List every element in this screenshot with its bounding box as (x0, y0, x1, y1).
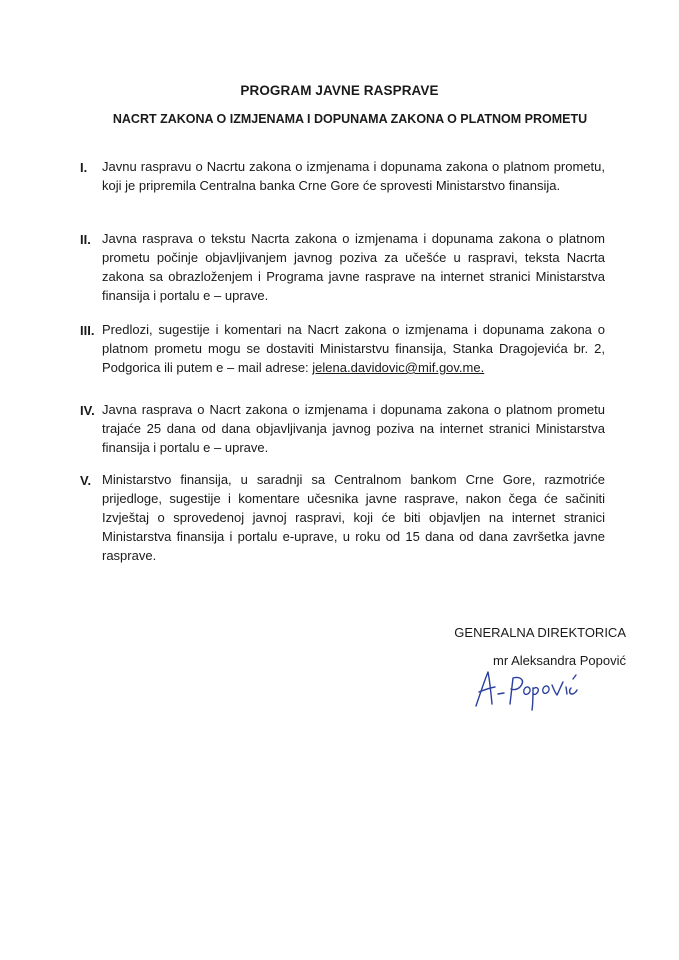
item-text: Javna rasprava o tekstu Nacrta zakona o izmjenama i dopunama zakona o platnom prometu počinje objavljivanjem javnog poziva za učešće u raspravi, teksta Nacrta zakona sa obrazloženjem i Programa javne rasprave na internet stranici Ministarstva finansija i portalu e – uprave. (102, 231, 605, 303)
handwritten-signature (470, 666, 580, 716)
signatory-role: GENERALNA DIREKTORICA (454, 625, 626, 640)
item-number: V. (80, 473, 92, 488)
program-item-2 (80, 229, 605, 305)
item-number: IV. (80, 403, 95, 418)
item-text: Javna rasprava o Nacrt zakona o izmjenama i dopunama zakona o platnom prometu trajaće 25 dana od dana objavljivanja javnog poziva na internet stranici Ministarstva finansija i portalu e – uprave. (102, 402, 605, 455)
document-subtitle: NACRT ZAKONA O IZMJENAMA I DOPUNAMA ZAKONA O PLATNOM PROMETU (112, 112, 588, 126)
program-item-4 (80, 400, 605, 457)
email-link[interactable]: jelena.davidovic@mif.gov.me. (312, 360, 485, 375)
item-number: III. (80, 323, 95, 338)
item-number: I. (80, 160, 88, 175)
item-number: II. (80, 232, 91, 247)
program-item-1 (80, 157, 605, 195)
program-item-5 (80, 470, 605, 565)
item-text: Ministarstvo finansija, u saradnji sa Centralnom bankom Crne Gore, razmotriće prijedloge, sugestije i komentare učesnika javne rasprave, nakon čega će sačiniti Izvještaj o sprovedenoj javnoj raspravi, koji će biti objavljen na internet stranici Ministarstva finansija i portalu e-uprave, u roku od 15 dana od dana završetka javne rasprave. (102, 472, 605, 563)
signature-icon (470, 666, 580, 711)
item-text: Javnu raspravu o Nacrtu zakona o izmjenama i dopunama zakona o platnom prometu, koji je pripremila Centralna banka Crne Gore će sprovesti Ministarstvo finansija. (102, 159, 605, 193)
program-item-3 (80, 320, 605, 377)
item-text: Predlozi, sugestije i komentari na Nacrt zakona o izmjenama i dopunama zakona o platnom prometu mogu se dostaviti Ministarstvu finansija, Stanka Dragojevića br. 2, Podgorica ili putem e – mail adrese: (102, 322, 605, 375)
document-title: PROGRAM JAVNE RASPRAVE (240, 83, 439, 98)
signatory-name: mr Aleksandra Popović (493, 653, 626, 668)
item-text-wrapper (102, 320, 605, 377)
